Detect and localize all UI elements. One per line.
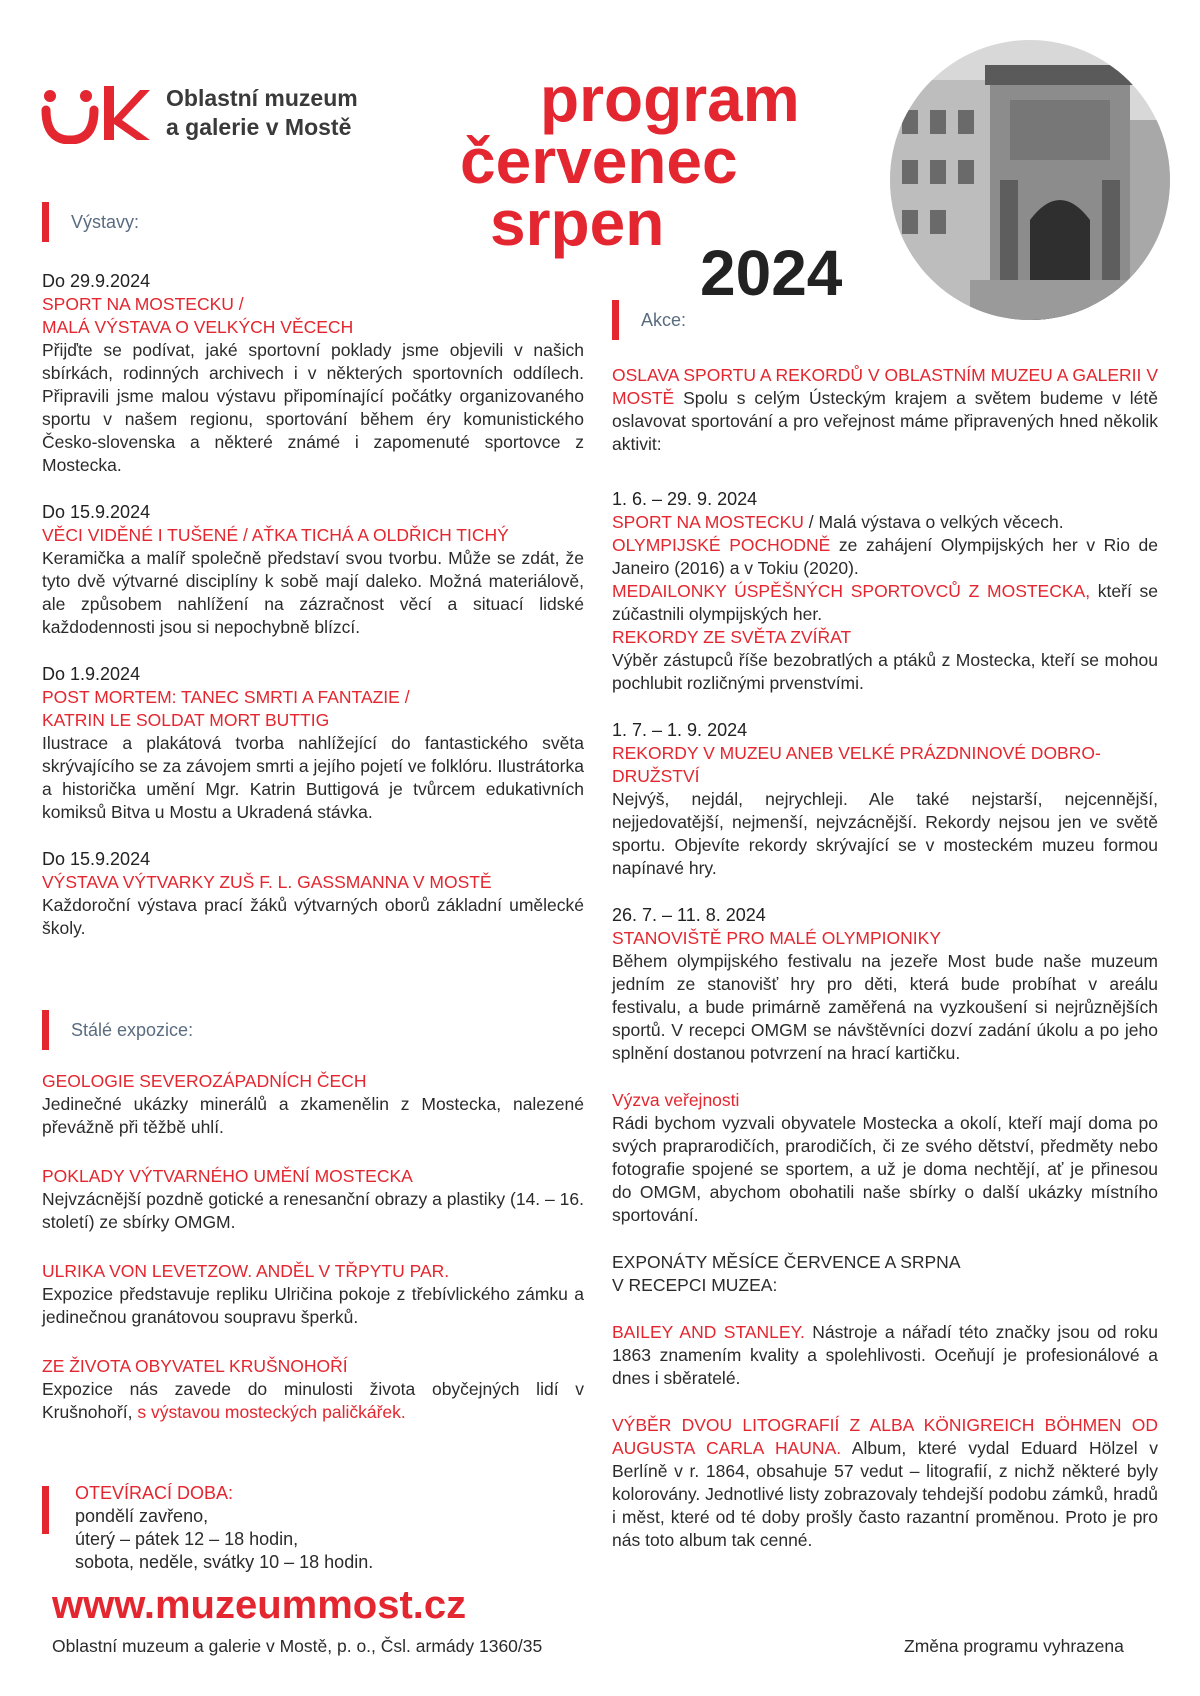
exhibition-title: VĚCI VIDĚNÉ I TUŠENÉ / AŤKA TICHÁ A OLDŘICH TICHÝ [42, 525, 509, 545]
footer-address: Oblastní muzeum a galerie v Mostě, p. o., Čsl. armády 1360/35 [52, 1636, 543, 1656]
event-text: Během olympijského festivalu na jezeře Most bude naše muzeum jedním ze stanovišť hry pro děti, která bude probíhat v areálu festivalu, a bude primárně zaměřená na vyzkoušení si nejrůznějších sportů. V recepci OMGM se návštěvníci dozví zadání úkolu a po jeho splnění dostanou potvrzení na hrací kartičku. [612, 951, 1158, 1063]
museum-logo [40, 82, 358, 144]
event-line [612, 580, 1158, 626]
event-text: ze zahájení Olympijských her v Rio de Janeiro (2016) a v Tokiu (2020). [612, 535, 1158, 578]
footer-note: Změna programu vyhrazena [904, 1636, 1124, 1656]
permanent-item [42, 1260, 584, 1329]
exhibition-item [42, 663, 584, 824]
section-exhibitions-label: Výstavy: [71, 211, 140, 232]
permanent-text: Jedinečné ukázky minerálů a zkamenělin z Mostecka, nalezené převážně při těžbě uhlí. [42, 1094, 584, 1137]
museum-name [166, 84, 358, 142]
exhibition-date: Do 15.9.2024 [42, 502, 151, 522]
event-text: / Malá výstava o velkých věcech. [803, 512, 1064, 532]
heading-line1: program [540, 63, 800, 135]
event-intro-title: OSLAVA SPORTU A REKORDŮ V OBLASTNÍM MUZEU A GALERII V MOSTĚ [612, 365, 1158, 408]
museum-name-line1: Oblastní muzeum [166, 85, 358, 111]
event-text: Rádi bychom vyzvali obyvatele Mostecka a okolí, kteří mají doma po svých praprarodičích, prarodičích, či ze svého dětství, předměty nebo fotografie spojené se sportem, a už je doma nechtějí, ať je přinesou do OMGM, abychom obohatili naše sbírky o další ukázky místního sportování. [612, 1113, 1158, 1225]
permanent-item [42, 1070, 584, 1139]
exhibition-text: Ilustrace a plakátová tvorba nahlížející do fantastického světa skrývajícího se za závojem smrti a jejího pojetí ve folklóru. Ilustrátorka a historička umění Mgr. Katrin Buttigová je tvůrcem edukativních komiksů Bitva u Mostu a Ukradená stávka. [42, 733, 584, 822]
event-line [612, 1321, 1158, 1390]
event-block [612, 1414, 1158, 1552]
event-text: Nástroje a nářadí této značky jsou od roku 1863 znamením kvality a spolehlivosti. Oceňují je profesionálové a dnes i sběratelé. [612, 1322, 1159, 1388]
exhibition-title: VÝSTAVA VÝTVARKY ZUŠ F. L. GASSMANNA V MOSTĚ [42, 872, 492, 892]
event-intro-body: Spolu s celým Ústeckým krajem a světem budeme v létě oslavovat sportování a pro veřejnost máme připravených hned několik aktivit: [612, 388, 1158, 454]
section-events [612, 300, 686, 340]
event-text: kteří se zúčastnili olympijských her. [612, 581, 1158, 624]
event-title: REKORDY V MUZEU ANEB VELKÉ PRÁZDNINOVÉ DOBRO-DRUŽSTVÍ [612, 743, 1101, 786]
event-line [612, 1414, 1158, 1552]
opening-hours [42, 1482, 373, 1574]
permanent-title: POKLADY VÝTVARNÉHO UMĚNÍ MOSTECKA [42, 1166, 413, 1186]
opening-hours-line: sobota, neděle, svátky 10 – 18 hodin. [75, 1552, 374, 1572]
event-title: STANOVIŠTĚ PRO MALÉ OLYMPIONIKY [612, 928, 942, 948]
permanent-text [42, 1378, 584, 1424]
exhibition-item [42, 501, 584, 639]
heading-line3: srpen [490, 187, 665, 259]
section-events-label: Akce: [641, 309, 687, 330]
opening-hours-line: pondělí zavřeno, [75, 1506, 209, 1526]
event-block [612, 1321, 1158, 1390]
event-title: REKORDY ZE SVĚTA ZVÍŘAT [612, 627, 852, 647]
event-block [612, 488, 1158, 695]
section-bar [42, 202, 49, 242]
permanent-item [42, 1165, 584, 1234]
heading-year: 2024 [700, 237, 843, 309]
exhibitions-column [42, 270, 584, 940]
exhibition-title: POST MORTEM: TANEC SMRTI A FANTAZIE / [42, 687, 410, 707]
exhibition-item [42, 848, 584, 940]
event-subheading: V RECEPCI MUZEA: [612, 1275, 778, 1295]
permanent-text-main: Expozice nás zavede do minulosti života obyčejných lidí v Krušnohoří, [42, 1379, 584, 1422]
event-title: SPORT NA MOSTECKU [612, 512, 804, 532]
permanent-column [42, 1070, 584, 1424]
event-line [612, 534, 1158, 580]
event-block [612, 1251, 1158, 1297]
event-title: BAILEY AND STANLEY. [612, 1322, 805, 1342]
opening-hours-title: OTEVÍRACÍ DOBA: [75, 1483, 234, 1503]
permanent-text: Nejvzácnější pozdně gotické a renesanční obrazy a plastiky (14. – 16. století) ze sbírky OMGM. [42, 1189, 584, 1232]
permanent-title: GEOLOGIE SEVEROZÁPADNÍCH ČECH [42, 1071, 367, 1091]
section-bar [612, 300, 619, 340]
section-bar [42, 1010, 49, 1050]
event-date: 1. 7. – 1. 9. 2024 [612, 720, 748, 740]
permanent-text-highlight: s výstavou mosteckých paličkářek. [137, 1402, 406, 1422]
museum-building-photo [890, 40, 1170, 320]
museum-name-line2: a galerie v Mostě [166, 114, 352, 140]
program-heading [450, 63, 800, 259]
event-text: Výběr zástupců říše bezobratlých a ptáků z Mostecka, kteří se mohou pochlubit rozličnými prvenstvími. [612, 650, 1158, 693]
event-title: OLYMPIJSKÉ POCHODNĚ [612, 535, 831, 555]
exhibition-title: MALÁ VÝSTAVA O VELKÝCH VĚCECH [42, 317, 354, 337]
event-date: 1. 6. – 29. 9. 2024 [612, 489, 758, 509]
opening-hours-line: úterý – pátek 12 – 18 hodin, [75, 1529, 299, 1549]
permanent-item [42, 1355, 584, 1424]
event-block [612, 904, 1158, 1065]
event-subheading: EXPONÁTY MĚSÍCE ČERVENCE A SRPNA [612, 1252, 961, 1272]
event-intro [612, 364, 1158, 456]
permanent-title: ZE ŽIVOTA OBYVATEL KRUŠNOHOŘÍ [42, 1356, 348, 1376]
permanent-title: ULRIKA VON LEVETZOW. ANDĚL V TŘPYTU PAR. [42, 1261, 450, 1281]
event-line [612, 511, 1158, 534]
exhibition-title: SPORT NA MOSTECKU / [42, 294, 244, 314]
exhibition-item [42, 270, 584, 477]
event-block [612, 1089, 1158, 1227]
event-title: MEDAILONKY ÚSPĚŠNÝCH SPORTOVCŮ Z MOSTECKA, [612, 581, 1091, 601]
section-bar [42, 1486, 49, 1534]
event-text: Nejvýš, nejdál, nejrychleji. Ale také nejstarší, nejcennější, nejjedovatější, nejmenší, nejvzácnější. Rekordy nejsou jen ve světě sportu. Objevíte rekordy skrývající se v mosteckém muzeu formou napínavé hry. [612, 789, 1158, 878]
section-permanent-label: Stálé expozice: [71, 1019, 194, 1040]
exhibition-date: Do 29.9.2024 [42, 271, 151, 291]
uk-logo-icon [40, 82, 150, 144]
permanent-text: Expozice představuje repliku Ulričina pokoje z třebívlického zámku a jedinečnou granátovou soupravu šperků. [42, 1284, 584, 1327]
website-link[interactable]: www.muzeummost.cz [52, 1583, 467, 1627]
section-permanent [42, 1010, 193, 1050]
exhibition-text: Přijďte se podívat, jaké sportovní poklady jsme objevili v našich sbírkách, rodinných archivech i v některých sportovních oddílech. Připravili jsme malou výstavu připomínající počátky organizovaného sportu v našem regionu, sportování během éry komunistického Česko-slovenska a některé známé i zapomenuté sportovce z Mostecka. [42, 340, 584, 475]
section-exhibitions [42, 202, 139, 242]
event-title: Výzva veřejnosti [612, 1090, 740, 1110]
exhibition-text: Každoroční výstava prací žáků výtvarných oborů základní umělecké školy. [42, 895, 584, 938]
event-text: Album, které vydal Eduard Hölzel v Berlíně v r. 1864, obsahuje 57 vedut – litografií, z nichž některé byly kolorovány. Jednotlivé listy zobrazovaly tehdejší podobu zámků, hradů i měst, které od té doby prošly často razantní proměnou. Proto je pro nás toto album tak cenné. [612, 1438, 1158, 1550]
exhibition-date: Do 1.9.2024 [42, 664, 141, 684]
opening-hours-text [75, 1482, 373, 1574]
events-column [612, 364, 1158, 1552]
exhibition-date: Do 15.9.2024 [42, 849, 151, 869]
heading-line2: červenec [460, 125, 738, 197]
event-intro-text [612, 364, 1158, 456]
event-block [612, 719, 1158, 880]
event-date: 26. 7. – 11. 8. 2024 [612, 905, 766, 925]
exhibition-title: KATRIN LE SOLDAT MORT BUTTIG [42, 710, 330, 730]
exhibition-text: Keramička a malíř společně představí svou tvorbu. Může se zdát, že tyto dvě výtvarné disciplíny k sobě mají daleko. Možná materiálově, ale způsobem nahlížení na zázračnost věcí a situací lidské každodennosti jsou si nepochybně blízcí. [42, 548, 584, 637]
event-title: VÝBĚR DVOU LITOGRAFIÍ Z ALBA KÖNIGREICH BÖHMEN OD AUGUSTA CARLA HAUNA. [612, 1415, 1158, 1458]
